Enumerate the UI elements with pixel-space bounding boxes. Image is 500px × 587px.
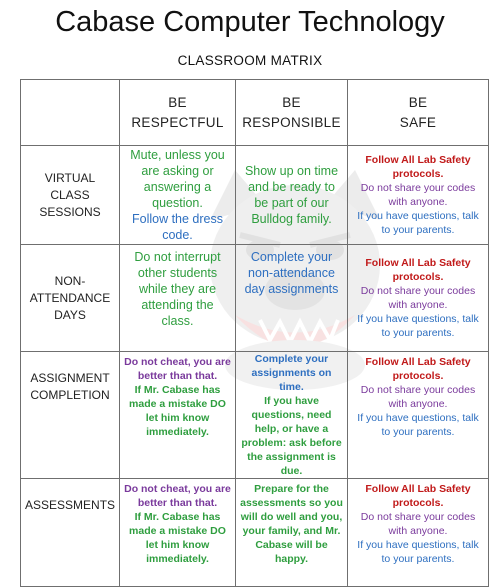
- rule-text: Follow All Lab Safety protocols.: [365, 257, 471, 283]
- rule-text: Do not share your codes with anyone.: [360, 511, 476, 537]
- column-header-line2: RESPECTFUL: [131, 114, 224, 130]
- rule-text: If you have questions, need help, or have a problem: ask before the assignment is due.: [241, 395, 342, 477]
- corner-cell: [21, 80, 120, 146]
- row-header-line: SESSIONS: [39, 204, 101, 219]
- rule-text: If Mr. Cabase has made a mistake DO let him know immediately.: [129, 384, 226, 438]
- cell-respectful: [120, 146, 236, 245]
- rule-text: If you have questions, talk to your parents.: [357, 313, 479, 339]
- page-title: Cabase Computer Technology: [55, 6, 445, 38]
- row-header-line: DAYS: [54, 307, 86, 322]
- row-header: [21, 245, 120, 352]
- rule-text: Follow All Lab Safety protocols.: [365, 356, 471, 382]
- column-header-responsible: [236, 80, 348, 146]
- cell-responsible: [236, 352, 348, 479]
- column-header-line1: BE: [408, 94, 428, 110]
- rule-text: Do not share your codes with anyone.: [360, 182, 476, 208]
- rule-text: Follow the dress code.: [131, 212, 223, 242]
- cell-safe: [348, 479, 489, 587]
- rule-text: Do not cheat, you are better than that.: [124, 483, 231, 509]
- header-row: [21, 80, 489, 146]
- rule-text: If you have questions, talk to your parents.: [357, 210, 479, 236]
- rule-text: Mute, unless you are asking or answering a question.: [130, 148, 225, 210]
- rule-text: Do not share your codes with anyone.: [360, 285, 476, 311]
- row-header-line: ASSESSMENTS: [25, 498, 116, 512]
- matrix-row-assignment-completion: [21, 352, 489, 479]
- matrix-row-virtual-class-sessions: [21, 146, 489, 245]
- row-header-line: NON-: [54, 273, 86, 288]
- cell-responsible: [236, 245, 348, 352]
- row-header: [21, 352, 120, 479]
- rule-text: Complete your non-attendance day assignments: [244, 250, 339, 296]
- cell-respectful: [120, 479, 236, 587]
- rule-text: Show up on time and be ready to be part of our Bulldog family.: [244, 164, 339, 226]
- column-header-line1: BE: [282, 94, 301, 110]
- rule-text: Follow All Lab Safety protocols.: [365, 154, 471, 180]
- cell-responsible: [236, 146, 348, 245]
- row-header-line: CLASS: [50, 187, 90, 202]
- row-header-line: ATTENDANCE: [29, 290, 111, 305]
- cell-safe: [348, 245, 489, 352]
- rule-text: If you have questions, talk to your parents.: [357, 412, 479, 438]
- classroom-matrix-table: [20, 79, 489, 587]
- rule-text: Do not cheat, you are better than that.: [124, 356, 231, 382]
- cell-respectful: [120, 245, 236, 352]
- cell-safe: [348, 352, 489, 479]
- rule-text: Do not interrupt other students while they are attending the class.: [134, 250, 221, 328]
- column-header-line2: SAFE: [399, 114, 437, 130]
- cell-responsible: [236, 479, 348, 587]
- rule-text: Do not share your codes with anyone.: [360, 384, 476, 410]
- rule-text: If Mr. Cabase has made a mistake DO let him know immediately.: [129, 511, 226, 565]
- row-header-line: COMPLETION: [30, 388, 110, 402]
- column-header-line1: BE: [168, 94, 187, 110]
- cell-safe: [348, 146, 489, 245]
- row-header-line: ASSIGNMENT: [30, 371, 110, 385]
- column-header-respectful: [120, 80, 236, 146]
- cell-respectful: [120, 352, 236, 479]
- column-header-line2: RESPONSIBLE: [242, 114, 341, 130]
- matrix-row-non-attendance-days: [21, 245, 489, 352]
- rule-text: Follow All Lab Safety protocols.: [365, 483, 471, 509]
- row-header: [21, 146, 120, 245]
- rule-text: Prepare for the assessments so you will do well and you, your family, and Mr. Cabase will be happy.: [240, 483, 343, 565]
- rule-text: Complete your assignments on time.: [251, 353, 332, 393]
- matrix-row-assessments: [21, 479, 489, 587]
- column-header-safe: [348, 80, 489, 146]
- rule-text: If you have questions, talk to your parents.: [357, 539, 479, 565]
- row-header: [21, 479, 120, 587]
- row-header-line: VIRTUAL: [44, 170, 96, 185]
- page-subtitle: CLASSROOM MATRIX: [177, 53, 323, 68]
